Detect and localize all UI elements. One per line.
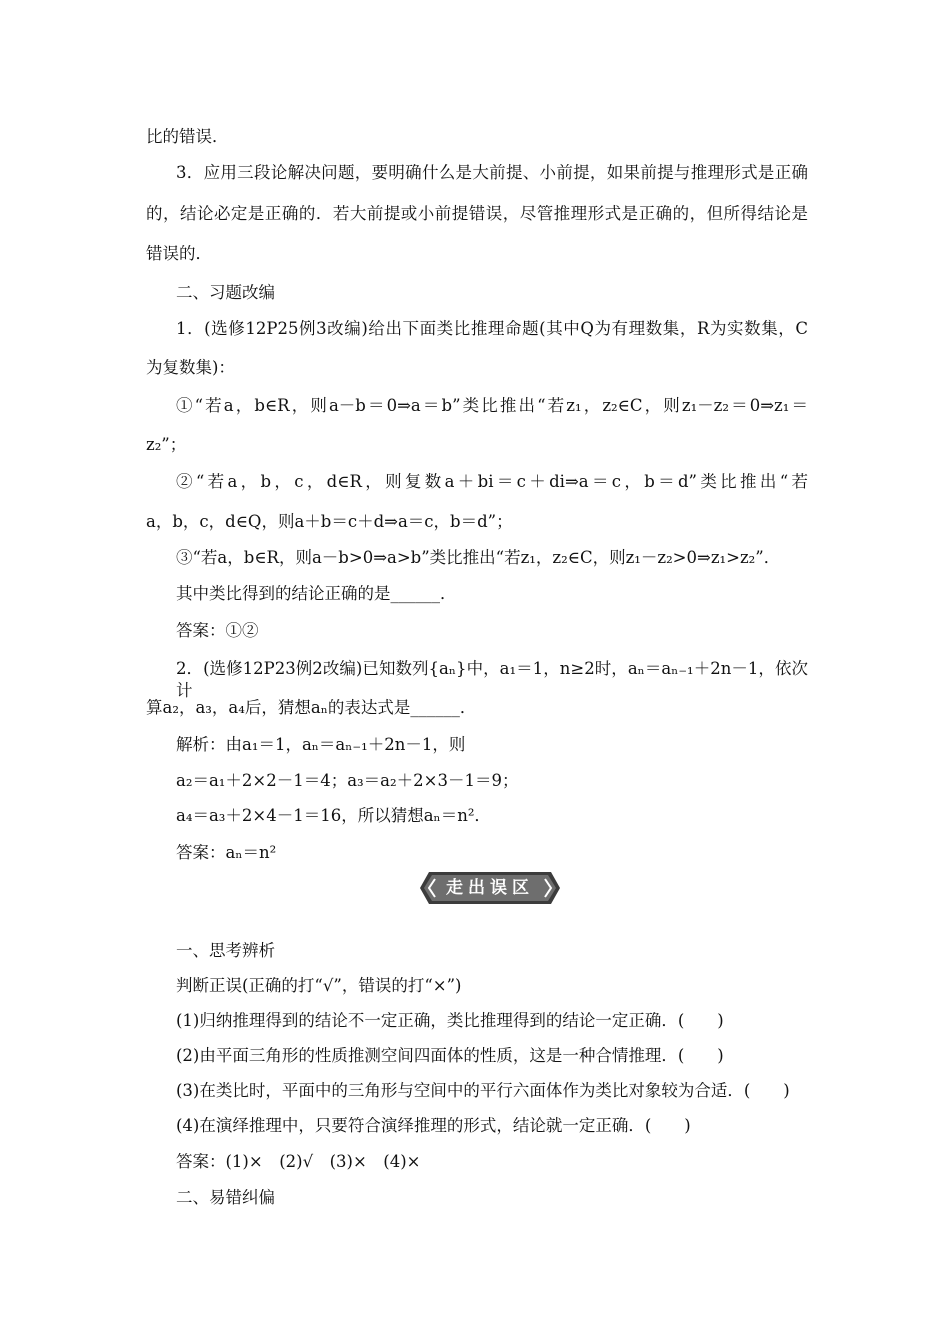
answer-line: 答案：(1)× (2)√ (3)× (4)× [176,1152,421,1171]
text-line: 其中类比得到的结论正确的是______． [176,584,457,603]
answer-line: 答案：aₙ＝n² [176,843,277,862]
text-line: 算a₂，a₃，a₄后，猜想aₙ的表达式是______． [146,698,477,717]
text-line: 判断正误(正确的打“√”，错误的打“×”) [176,976,462,995]
text-line: 解析：由a₁＝1，aₙ＝aₙ₋₁＋2n－1，则 [176,735,466,754]
section-banner [419,871,561,905]
banner-label: 走出误区 [446,878,534,898]
text-line: 1．(选修12P25例3改编)给出下面类比推理命题(其中Q为有理数集，R为实数集，C [176,319,808,338]
text-line: a₂＝a₁＋2×2－1＝4；a₃＝a₂＋2×3－1＝9； [176,771,519,790]
text-line: 比的错误． [146,127,229,146]
answer-line: 答案：①② [176,621,259,640]
text-line: 为复数集)： [146,358,235,377]
text-line: a，b，c，d∈Q，则a＋b＝c＋d⇒a＝c，b＝d”； [146,512,513,531]
text-line: 错误的． [146,244,212,263]
text-line: 2．(选修12P23例2改编)已知数列{aₙ}中，a₁＝1，n≥2时，aₙ＝aₙ₋₁＋2n－1，依次计 [176,659,808,700]
text-line: 3．应用三段论解决问题，要明确什么是大前提、小前提，如果前提与推理形式是正确 [176,163,808,182]
text-line: ①“若a，b∈R，则a－b＝0⇒a＝b”类比推出“若z₁，z₂∈C，则z₁－z₂＝0⇒z₁＝ [176,396,808,415]
text-line: ③“若a，b∈R，则a－b>0⇒a>b”类比推出“若z₁，z₂∈C，则z₁－z₂>0⇒z₁>z₂”． [176,548,781,567]
question-line: (1)归纳推理得到的结论不一定正确，类比推理得到的结论一定正确．( ) [176,1011,724,1030]
question-line: (4)在演绎推理中，只要符合演绎推理的形式，结论就一定正确．( ) [176,1116,691,1135]
text-line: z₂”； [146,435,187,454]
text-line: a₄＝a₃＋2×4－1＝16，所以猜想aₙ＝n²． [176,806,491,825]
section-heading: 二、习题改编 [176,283,275,302]
section-heading: 二、易错纠偏 [176,1188,275,1207]
section-heading: 一、思考辨析 [176,941,275,960]
text-line: 的，结论必定是正确的．若大前提或小前提错误，尽管推理形式是正确的，但所得结论是 [146,204,808,223]
question-line: (2)由平面三角形的性质推测空间四面体的性质，这是一种合情推理．( ) [176,1046,724,1065]
text-line: ②“若a，b，c，d∈R，则复数a＋bi＝c＋di⇒a＝c，b＝d”类比推出“若 [176,472,808,491]
question-line: (3)在类比时，平面中的三角形与空间中的平行六面体作为类比对象较为合适．( ) [176,1081,790,1100]
